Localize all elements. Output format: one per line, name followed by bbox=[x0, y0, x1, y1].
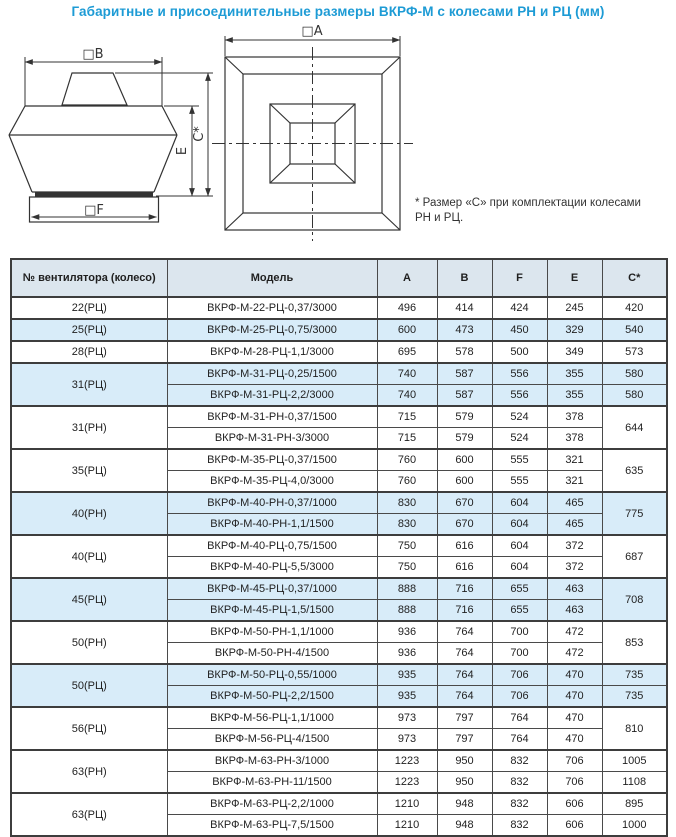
dim-e-cell: 706 bbox=[547, 750, 602, 772]
dim-e-cell: 465 bbox=[547, 514, 602, 536]
dim-a-cell: 740 bbox=[377, 385, 437, 407]
dim-a-cell: 888 bbox=[377, 600, 437, 622]
fan-group-cell: 50(РЦ) bbox=[11, 664, 167, 707]
dim-e-cell: 378 bbox=[547, 428, 602, 450]
footnote-line-2: РН и РЦ. bbox=[415, 212, 464, 224]
dim-b-cell: 600 bbox=[437, 471, 492, 493]
table-row bbox=[11, 535, 667, 557]
dim-c-cell: 735 bbox=[602, 686, 667, 708]
model-cell: ВКРФ-М-28-РЦ-1,1/3000 bbox=[167, 341, 377, 363]
dim-a-cell: 1223 bbox=[377, 772, 437, 794]
side-view-drawing bbox=[9, 57, 213, 222]
dim-b-cell: 797 bbox=[437, 707, 492, 729]
dim-f-cell: 556 bbox=[492, 385, 547, 407]
model-cell: ВКРФ-М-31-РН-3/3000 bbox=[167, 428, 377, 450]
page-title: Габаритные и присоединительные размеры ВКРФ-М с колесами РН и РЦ (мм) bbox=[71, 4, 605, 19]
fan-group-cell: 56(РЦ) bbox=[11, 707, 167, 750]
dim-b-cell: 764 bbox=[437, 686, 492, 708]
dim-b-cell: 950 bbox=[437, 750, 492, 772]
fan-group-cell: 40(РЦ) bbox=[11, 535, 167, 578]
dim-e-cell: 463 bbox=[547, 578, 602, 600]
fan-group-cell: 40(РН) bbox=[11, 492, 167, 535]
model-cell: ВКРФ-М-50-РЦ-0,55/1000 bbox=[167, 664, 377, 686]
dim-e-cell: 606 bbox=[547, 793, 602, 815]
dim-e-cell: 378 bbox=[547, 406, 602, 428]
dim-f-cell: 832 bbox=[492, 750, 547, 772]
dim-e-cell: 470 bbox=[547, 686, 602, 708]
dim-e-cell: 329 bbox=[547, 319, 602, 341]
footnote bbox=[415, 196, 665, 226]
dim-c-cell: 775 bbox=[602, 492, 667, 535]
dim-label-c: C* bbox=[192, 126, 207, 142]
dim-c-cell: 580 bbox=[602, 363, 667, 385]
dim-b-cell: 616 bbox=[437, 535, 492, 557]
dim-c-cell: 853 bbox=[602, 621, 667, 664]
dim-e-cell: 470 bbox=[547, 729, 602, 751]
dim-e-cell: 470 bbox=[547, 707, 602, 729]
header-cell-c: C* bbox=[602, 259, 667, 297]
dim-a-cell: 715 bbox=[377, 428, 437, 450]
header-cell-e: E bbox=[547, 259, 602, 297]
table-row bbox=[11, 621, 667, 643]
dim-c-cell: 1005 bbox=[602, 750, 667, 772]
fan-group-cell: 25(РЦ) bbox=[11, 319, 167, 341]
dim-f-cell: 655 bbox=[492, 600, 547, 622]
dim-e-cell: 355 bbox=[547, 385, 602, 407]
table-body bbox=[11, 297, 667, 836]
model-cell: ВКРФ-М-31-РЦ-2,2/3000 bbox=[167, 385, 377, 407]
model-cell: ВКРФ-М-35-РЦ-4,0/3000 bbox=[167, 471, 377, 493]
fan-group-cell: 50(РН) bbox=[11, 621, 167, 664]
header-cell-fan: № вентилятора (колесо) bbox=[11, 259, 167, 297]
dim-label-a: □A bbox=[301, 24, 323, 39]
model-cell: ВКРФ-М-35-РЦ-0,37/1500 bbox=[167, 449, 377, 471]
table-row bbox=[11, 363, 667, 385]
table-header-row bbox=[11, 259, 667, 297]
fan-group-cell: 31(РН) bbox=[11, 406, 167, 449]
dim-a-cell: 935 bbox=[377, 686, 437, 708]
dim-a-cell: 715 bbox=[377, 406, 437, 428]
dim-a-cell: 760 bbox=[377, 449, 437, 471]
dim-b-cell: 473 bbox=[437, 319, 492, 341]
fan-group-cell: 35(РЦ) bbox=[11, 449, 167, 492]
dim-b-cell: 950 bbox=[437, 772, 492, 794]
dim-e-cell: 372 bbox=[547, 557, 602, 579]
dim-f-cell: 706 bbox=[492, 664, 547, 686]
model-cell: ВКРФ-М-50-РЦ-2,2/1500 bbox=[167, 686, 377, 708]
header-cell-b: B bbox=[437, 259, 492, 297]
dim-e-cell: 372 bbox=[547, 535, 602, 557]
model-cell: ВКРФ-М-40-РЦ-0,75/1500 bbox=[167, 535, 377, 557]
dim-label-b: □B bbox=[82, 47, 104, 62]
dim-e-cell: 706 bbox=[547, 772, 602, 794]
dim-e-cell: 349 bbox=[547, 341, 602, 363]
dim-a-cell: 750 bbox=[377, 557, 437, 579]
fan-group-cell: 28(РЦ) bbox=[11, 341, 167, 363]
model-cell: ВКРФ-М-56-РЦ-4/1500 bbox=[167, 729, 377, 751]
dim-b-cell: 948 bbox=[437, 815, 492, 837]
dim-label-e: E bbox=[175, 146, 190, 156]
top-view-drawing bbox=[212, 36, 413, 241]
table-row bbox=[11, 664, 667, 686]
dim-b-cell: 716 bbox=[437, 578, 492, 600]
dim-f-cell: 655 bbox=[492, 578, 547, 600]
fan-group-cell: 45(РЦ) bbox=[11, 578, 167, 621]
dim-c-cell: 580 bbox=[602, 385, 667, 407]
model-cell: ВКРФ-М-31-РЦ-0,25/1500 bbox=[167, 363, 377, 385]
model-cell: ВКРФ-М-63-РН-3/1000 bbox=[167, 750, 377, 772]
table-row bbox=[11, 406, 667, 428]
model-cell: ВКРФ-М-45-РЦ-0,37/1000 bbox=[167, 578, 377, 600]
table-row bbox=[11, 319, 667, 341]
dim-f-cell: 832 bbox=[492, 772, 547, 794]
dim-a-cell: 936 bbox=[377, 621, 437, 643]
dim-f-cell: 604 bbox=[492, 514, 547, 536]
table-row bbox=[11, 750, 667, 772]
dim-b-cell: 616 bbox=[437, 557, 492, 579]
dim-c-cell: 573 bbox=[602, 341, 667, 363]
model-cell: ВКРФ-М-63-РЦ-2,2/1000 bbox=[167, 793, 377, 815]
dim-f-cell: 555 bbox=[492, 449, 547, 471]
table-row bbox=[11, 297, 667, 319]
model-cell: ВКРФ-М-40-РН-0,37/1000 bbox=[167, 492, 377, 514]
table-row bbox=[11, 578, 667, 600]
dim-f-cell: 524 bbox=[492, 406, 547, 428]
dim-e-cell: 465 bbox=[547, 492, 602, 514]
dim-a-cell: 760 bbox=[377, 471, 437, 493]
dim-a-cell: 830 bbox=[377, 514, 437, 536]
fan-group-cell: 63(РН) bbox=[11, 750, 167, 793]
model-cell: ВКРФ-М-50-РН-1,1/1000 bbox=[167, 621, 377, 643]
dim-f-cell: 700 bbox=[492, 621, 547, 643]
dim-c-cell: 420 bbox=[602, 297, 667, 319]
footnote-line-1: * Размер «С» при комплектации колесами bbox=[415, 197, 641, 209]
dim-a-cell: 888 bbox=[377, 578, 437, 600]
dim-b-cell: 797 bbox=[437, 729, 492, 751]
table-row bbox=[11, 793, 667, 815]
dim-b-cell: 587 bbox=[437, 363, 492, 385]
model-cell: ВКРФ-М-56-РЦ-1,1/1000 bbox=[167, 707, 377, 729]
dim-c-cell: 644 bbox=[602, 406, 667, 449]
dim-f-cell: 700 bbox=[492, 643, 547, 665]
dim-e-cell: 606 bbox=[547, 815, 602, 837]
dim-a-cell: 973 bbox=[377, 729, 437, 751]
dim-c-cell: 635 bbox=[602, 449, 667, 492]
dim-f-cell: 832 bbox=[492, 793, 547, 815]
dim-b-cell: 579 bbox=[437, 406, 492, 428]
model-cell: ВКРФ-М-22-РЦ-0,37/3000 bbox=[167, 297, 377, 319]
dim-f-cell: 524 bbox=[492, 428, 547, 450]
dim-f-cell: 604 bbox=[492, 535, 547, 557]
dim-b-cell: 716 bbox=[437, 600, 492, 622]
dim-a-cell: 1223 bbox=[377, 750, 437, 772]
dim-f-cell: 556 bbox=[492, 363, 547, 385]
model-cell: ВКРФ-М-40-РН-1,1/1500 bbox=[167, 514, 377, 536]
dim-f-cell: 555 bbox=[492, 471, 547, 493]
model-cell: ВКРФ-М-25-РЦ-0,75/3000 bbox=[167, 319, 377, 341]
dim-b-cell: 764 bbox=[437, 643, 492, 665]
model-cell: ВКРФ-М-45-РЦ-1,5/1500 bbox=[167, 600, 377, 622]
dim-c-cell: 735 bbox=[602, 664, 667, 686]
model-cell: ВКРФ-М-50-РН-4/1500 bbox=[167, 643, 377, 665]
dim-a-cell: 936 bbox=[377, 643, 437, 665]
dim-a-cell: 750 bbox=[377, 535, 437, 557]
dim-a-cell: 695 bbox=[377, 341, 437, 363]
dim-label-f: □F bbox=[84, 203, 104, 218]
dim-c-cell: 540 bbox=[602, 319, 667, 341]
dim-a-cell: 973 bbox=[377, 707, 437, 729]
model-cell: ВКРФ-М-40-РЦ-5,5/3000 bbox=[167, 557, 377, 579]
dim-b-cell: 600 bbox=[437, 449, 492, 471]
dim-a-cell: 1210 bbox=[377, 793, 437, 815]
size-table bbox=[10, 258, 668, 837]
dim-c-cell: 895 bbox=[602, 793, 667, 815]
dim-f-cell: 764 bbox=[492, 729, 547, 751]
fan-group-cell: 63(РЦ) bbox=[11, 793, 167, 836]
fan-group-cell: 22(РЦ) bbox=[11, 297, 167, 319]
dim-b-cell: 670 bbox=[437, 514, 492, 536]
dim-e-cell: 321 bbox=[547, 449, 602, 471]
dim-b-cell: 414 bbox=[437, 297, 492, 319]
header-cell-model: Модель bbox=[167, 259, 377, 297]
dim-f-cell: 706 bbox=[492, 686, 547, 708]
dim-b-cell: 579 bbox=[437, 428, 492, 450]
dim-a-cell: 935 bbox=[377, 664, 437, 686]
table-row bbox=[11, 707, 667, 729]
dim-b-cell: 587 bbox=[437, 385, 492, 407]
dim-e-cell: 472 bbox=[547, 643, 602, 665]
dim-a-cell: 496 bbox=[377, 297, 437, 319]
dim-c-cell: 1108 bbox=[602, 772, 667, 794]
dim-f-cell: 450 bbox=[492, 319, 547, 341]
dim-a-cell: 830 bbox=[377, 492, 437, 514]
dim-f-cell: 604 bbox=[492, 557, 547, 579]
dim-e-cell: 245 bbox=[547, 297, 602, 319]
table-row bbox=[11, 341, 667, 363]
dim-b-cell: 764 bbox=[437, 621, 492, 643]
dim-b-cell: 578 bbox=[437, 341, 492, 363]
dim-c-cell: 687 bbox=[602, 535, 667, 578]
dim-e-cell: 472 bbox=[547, 621, 602, 643]
dim-a-cell: 1210 bbox=[377, 815, 437, 837]
dim-b-cell: 948 bbox=[437, 793, 492, 815]
dim-b-cell: 764 bbox=[437, 664, 492, 686]
dim-f-cell: 604 bbox=[492, 492, 547, 514]
table-row bbox=[11, 449, 667, 471]
dim-e-cell: 355 bbox=[547, 363, 602, 385]
model-cell: ВКРФ-М-63-РН-11/1500 bbox=[167, 772, 377, 794]
dim-c-cell: 1000 bbox=[602, 815, 667, 837]
header-cell-f: F bbox=[492, 259, 547, 297]
dim-f-cell: 424 bbox=[492, 297, 547, 319]
dim-e-cell: 321 bbox=[547, 471, 602, 493]
dim-e-cell: 463 bbox=[547, 600, 602, 622]
fan-group-cell: 31(РЦ) bbox=[11, 363, 167, 406]
dim-f-cell: 764 bbox=[492, 707, 547, 729]
model-cell: ВКРФ-М-63-РЦ-7,5/1500 bbox=[167, 815, 377, 837]
dim-a-cell: 600 bbox=[377, 319, 437, 341]
dim-f-cell: 500 bbox=[492, 341, 547, 363]
dim-a-cell: 740 bbox=[377, 363, 437, 385]
model-cell: ВКРФ-М-31-РН-0,37/1500 bbox=[167, 406, 377, 428]
dim-f-cell: 832 bbox=[492, 815, 547, 837]
table-row bbox=[11, 492, 667, 514]
dim-c-cell: 708 bbox=[602, 578, 667, 621]
header-cell-a: A bbox=[377, 259, 437, 297]
dim-e-cell: 470 bbox=[547, 664, 602, 686]
dim-b-cell: 670 bbox=[437, 492, 492, 514]
dim-c-cell: 810 bbox=[602, 707, 667, 750]
